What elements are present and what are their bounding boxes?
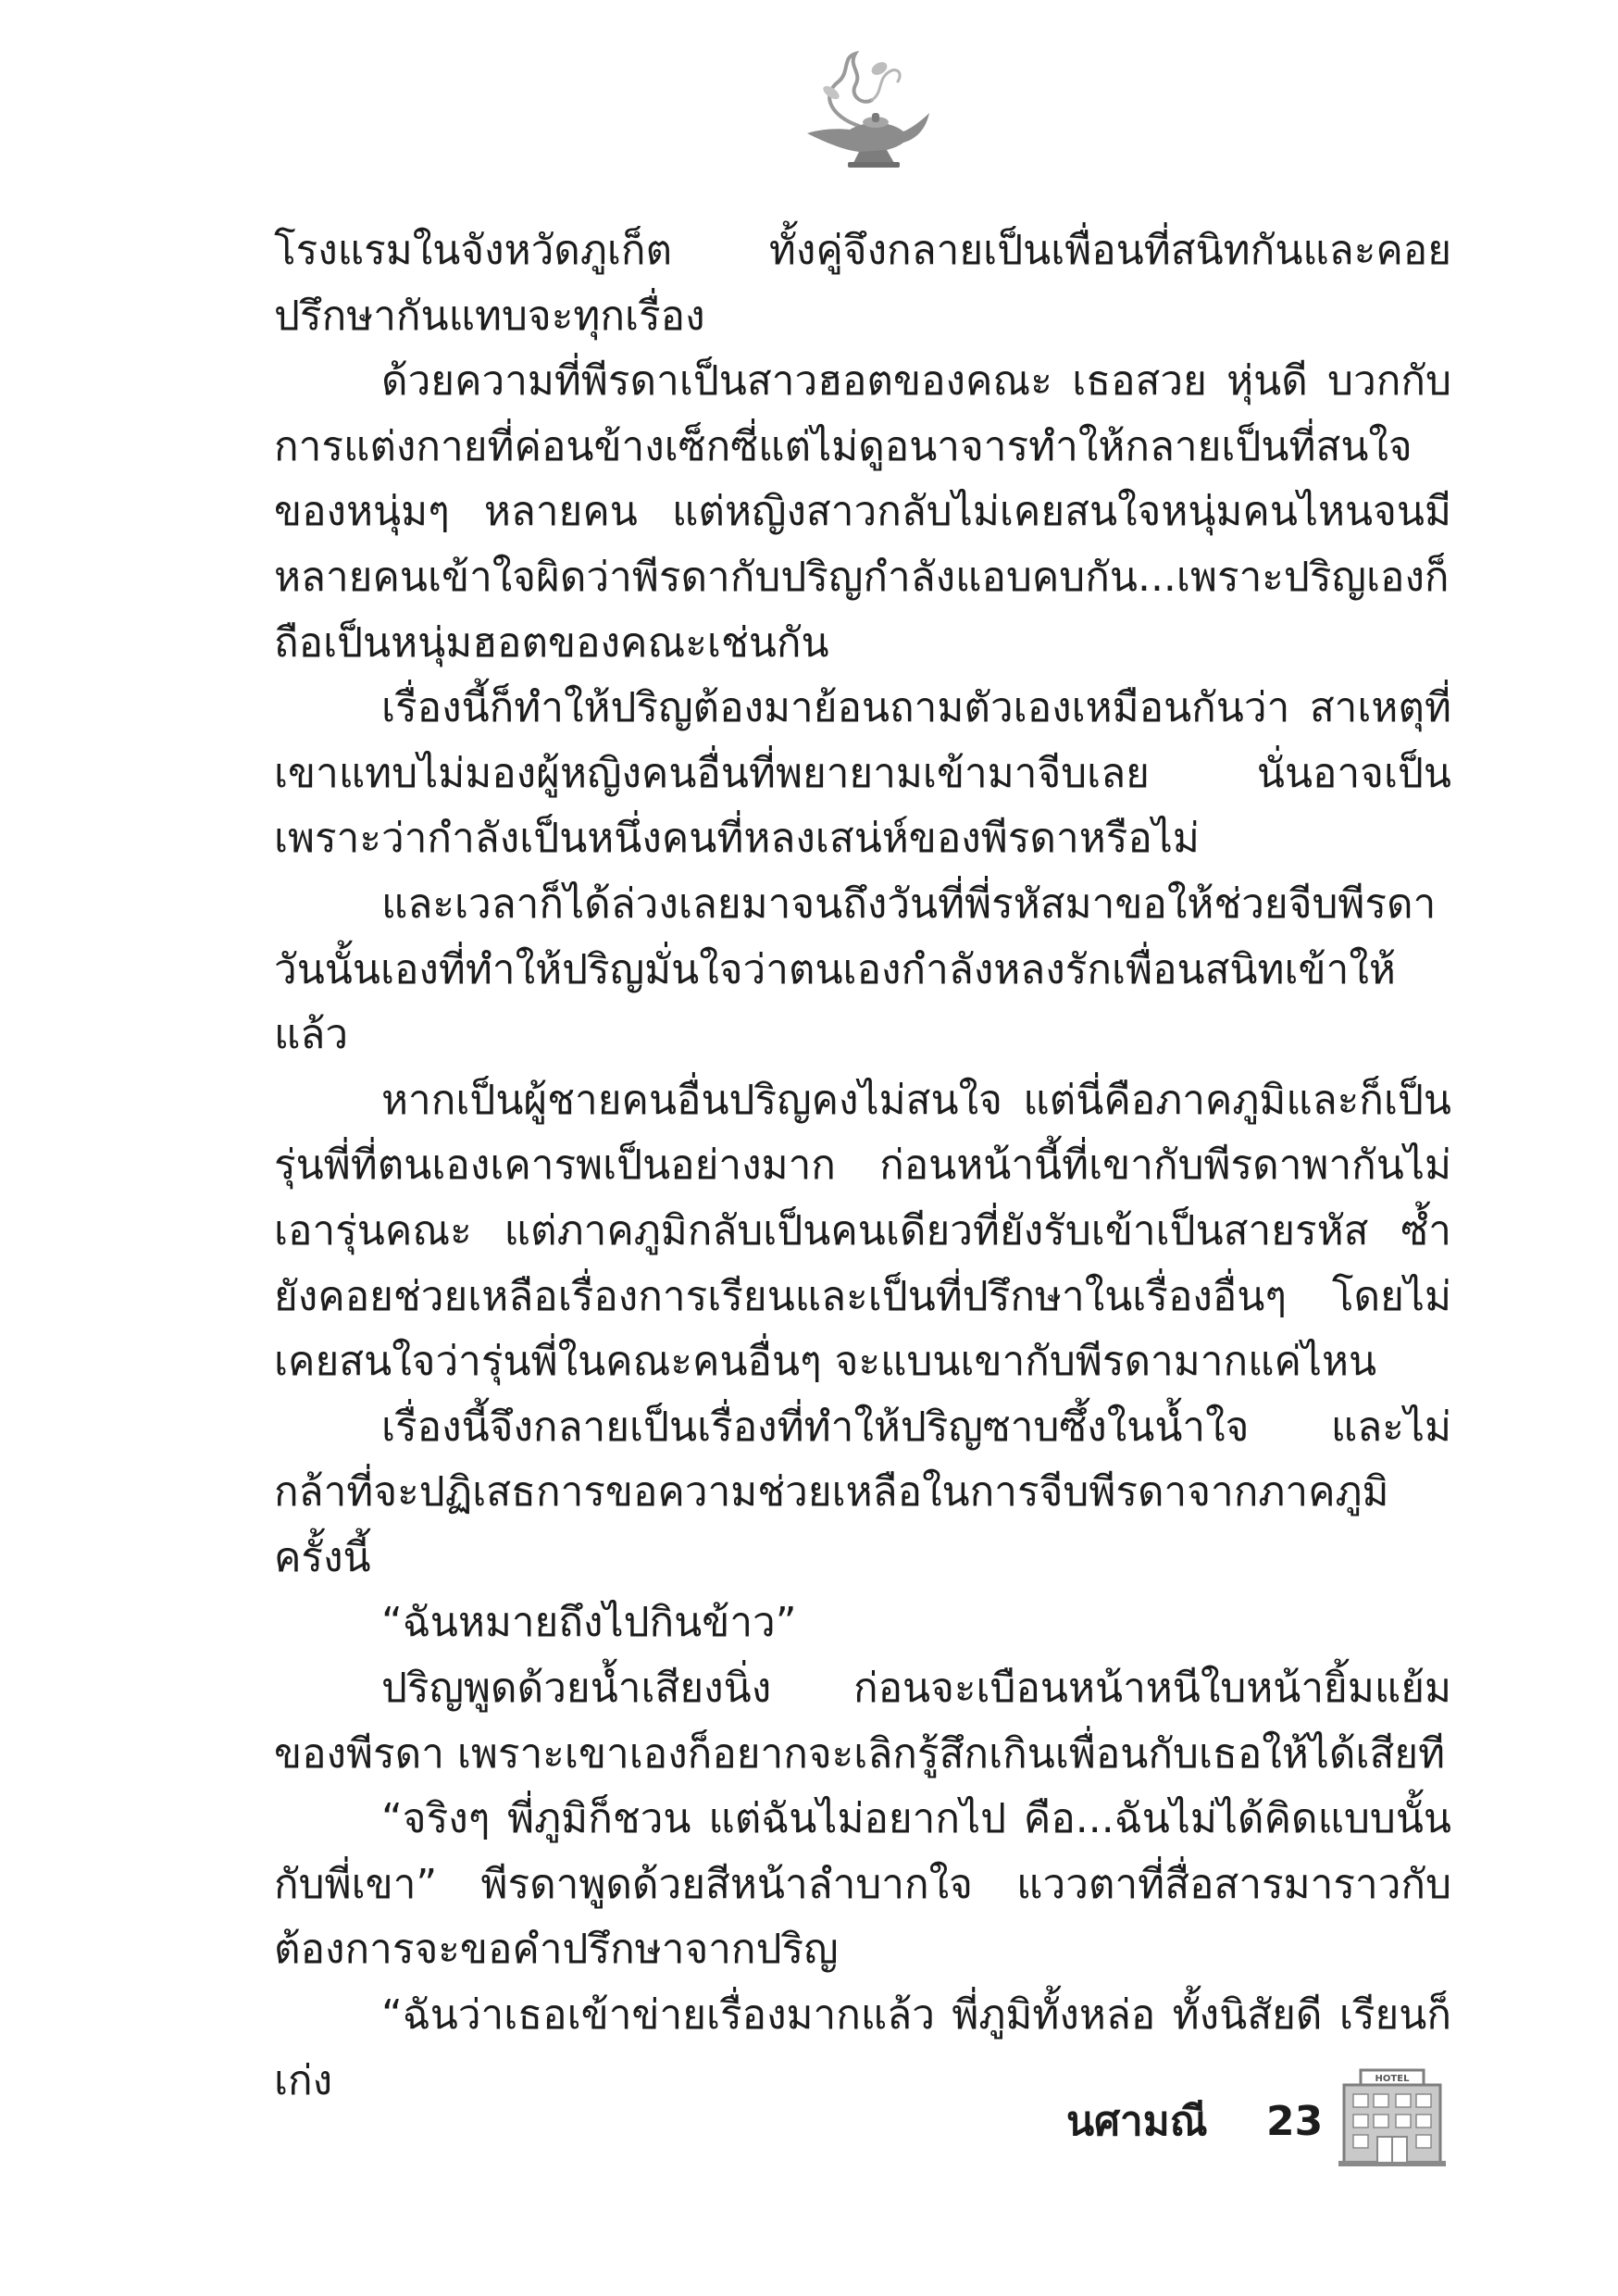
paragraph: และเวลาก็ได้ล่วงเลยมาจนถึงวันที่พี่รหัสมาขอให้ช่วยจีบพีรดา วันนั้นเองที่ทำให้ปริญมั่นใจว่าตนเองกำลังหลงรักเพื่อนสนิทเข้าให้แล้ว <box>274 880 1437 1059</box>
paragraph: เรื่องนี้จึงกลายเป็นเรื่องที่ทำให้ปริญซาบซึ้งในน้ำใจ และไม่กล้าที่จะปฏิเสธการขอความช่วยเหลือในการจีบพีรดาจากภาคภูมิครั้งนี้ <box>274 1403 1451 1581</box>
page-number: 23 <box>1266 2098 1324 2145</box>
hotel-sign-text: HOTEL <box>1375 2074 1410 2084</box>
paragraph: “ฉันว่าเธอเข้าข่ายเรื่องมากแล้ว พี่ภูมิทั้งหล่อ ทั้งนิสัยดี เรียนก็เก่ง <box>274 1991 1451 2104</box>
paragraph: ปริญพูดด้วยน้ำเสียงนิ่ง ก่อนจะเบือนหน้าหนีใบหน้ายิ้มแย้มของพีรดา เพราะเขาเองก็อยากจะเลิกรู้สึกเกินเพื่อนกับเธอให้ได้เสียที <box>274 1665 1451 1778</box>
story-text <box>274 218 1451 2114</box>
hotel-building-icon <box>1335 2066 1450 2168</box>
paragraph: โรงแรมในจังหวัดภูเก็ต ทั้งคู่จึงกลายเป็นเพื่อนที่สนิทกันและคอยปรึกษากันแทบจะทุกเรื่อง <box>274 227 1451 340</box>
paragraph: หากเป็นผู้ชายคนอื่นปริญคงไม่สนใจ แต่นี่คือภาคภูมิและก็เป็นรุ่นพี่ที่ตนเองเคารพเป็นอย่างมาก ก่อนหน้านี้ที่เขากับพีรดาพากันไม่เอารุ่นคณะ แต่ภาคภูมิกลับเป็นคนเดียวที่ยังรับเข้าเป็นสายรหัส ซ้ำยังคอยช่วยเหลือเรื่องการเรียนและเป็นที่ปรึกษาในเรื่องอื่นๆ โดยไม่เคยสนใจว่ารุ่นพี่ในคณะคนอื่นๆ จะแบนเขากับพีรดามากแค่ไหน <box>274 1076 1451 1386</box>
paragraph: “จริงๆ พี่ภูมิก็ชวน แต่ฉันไม่อยากไป คือ...ฉันไม่ได้คิดแบบนั้นกับพี่เขา” พีรดาพูดด้วยสีหน้าลำบากใจ แววตาที่สื่อสารมาราวกับต้องการจะขอคำปรึกษาจากปริญ <box>274 1795 1451 1974</box>
paragraph: “ฉันหมายถึงไปกินข้าว” <box>381 1599 797 1647</box>
paragraph: เรื่องนี้ก็ทำให้ปริญต้องมาย้อนถามตัวเองเหมือนกันว่า สาเหตุที่เขาแทบไม่มองผู้หญิงคนอื่นที่พยายามเข้ามาจีบเลย นั่นอาจเป็นเพราะว่ากำลังเป็นหนึ่งคนที่หลงเสน่ห์ของพีรดาหรือไม่ <box>274 684 1451 863</box>
paragraph: ด้วยความที่พีรดาเป็นสาวฮอตของคณะ เธอสวย หุ่นดี บวกกับการแต่งกายที่ค่อนข้างเซ็กซี่แต่ไม่ดูอนาจารทำให้กลายเป็นที่สนใจของหนุ่มๆ หลายคน แต่หญิงสาวกลับไม่เคยสนใจหนุ่มคนไหนจนมีหลายคนเข้าใจผิดว่าพีรดากับปริญกำลังแอบคบกัน...เพราะปริญเองก็ถือเป็นหนุ่มฮอตของคณะเช่นกัน <box>274 357 1451 667</box>
genie-lamp-icon <box>794 44 933 169</box>
author-name: นศามณี <box>1066 2098 1208 2145</box>
